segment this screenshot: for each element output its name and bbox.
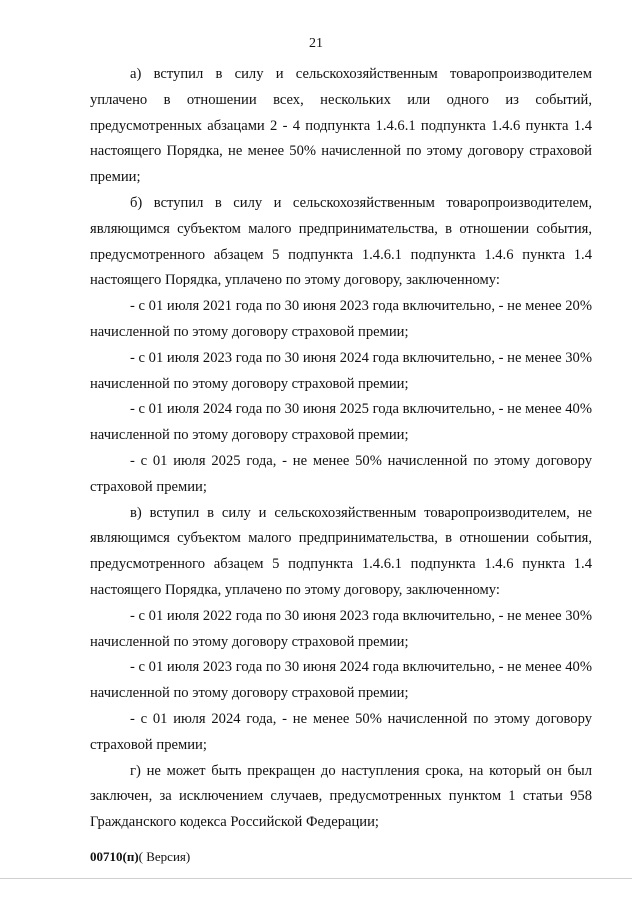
paragraph-g: г) не может быть прекращен до наступления срока, на который он был заключен, за исключением случаев, предусмотренных пунктом 1 статьи 958 Гражданского кодекса Российской Федерации;	[90, 762, 592, 831]
document-footer	[90, 849, 190, 865]
document-version-label: ( Версия)	[138, 849, 191, 864]
list-item: - с 01 июля 2023 года по 30 июня 2024 года включительно, - не менее 30% начисленной по этому договору страховой премии;	[90, 349, 592, 392]
list-item: - с 01 июля 2025 года, - не менее 50% начисленной по этому договору страховой премии;	[90, 452, 592, 495]
paragraph-a: а) вступил в силу и сельскохозяйственным товаропроизводителем уплачено в отношении всех, нескольких или одного из событий, предусмотренных абзацами 2 - 4 подпункта 1.4.6.1 подпункта 1.4.6 пункта 1.4 настоящего Порядка, не менее 50% начисленной по этому договору страховой премии;	[90, 66, 592, 186]
paragraph-b: б) вступил в силу и сельскохозяйственным товаропроизводителем, являющимся субъектом малого предпринимательства, в отношении события, предусмотренного абзацем 5 подпункта 1.4.6.1 подпункта 1.4.6 пункта 1.4 настоящего Порядка, уплачено по этому договору, заключенному:	[90, 194, 592, 289]
list-item: - с 01 июля 2021 года по 30 июня 2023 года включительно, - не менее 20% начисленной по этому договору страховой премии;	[90, 298, 592, 340]
paragraph-v: в) вступил в силу и сельскохозяйственным товаропроизводителем, не являющимся субъектом малого предпринимательства, в отношении события, предусмотренного абзацем 5 подпункта 1.4.6.1 подпункта 1.4.6 пункта 1.4 настоящего Порядка, уплачено по этому договору, заключенному:	[90, 504, 592, 598]
page-number: 21	[309, 36, 323, 51]
list-item: - с 01 июля 2024 года, - не менее 50% начисленной по этому договору страховой премии;	[90, 710, 592, 753]
list-item: - с 01 июля 2023 года по 30 июня 2024 года включительно, - не менее 40% начисленной по этому договору страховой премии;	[90, 659, 592, 702]
document-code: 00710(п)	[90, 849, 139, 864]
page-divider	[0, 878, 632, 879]
list-item: - с 01 июля 2022 года по 30 июня 2023 года включительно, - не менее 30% начисленной по этому договору страховой премии;	[90, 607, 592, 650]
document-body	[90, 62, 592, 836]
list-item: - с 01 июля 2024 года по 30 июня 2025 года включительно, - не менее 40% начисленной по этому договору страховой премии;	[90, 401, 592, 444]
